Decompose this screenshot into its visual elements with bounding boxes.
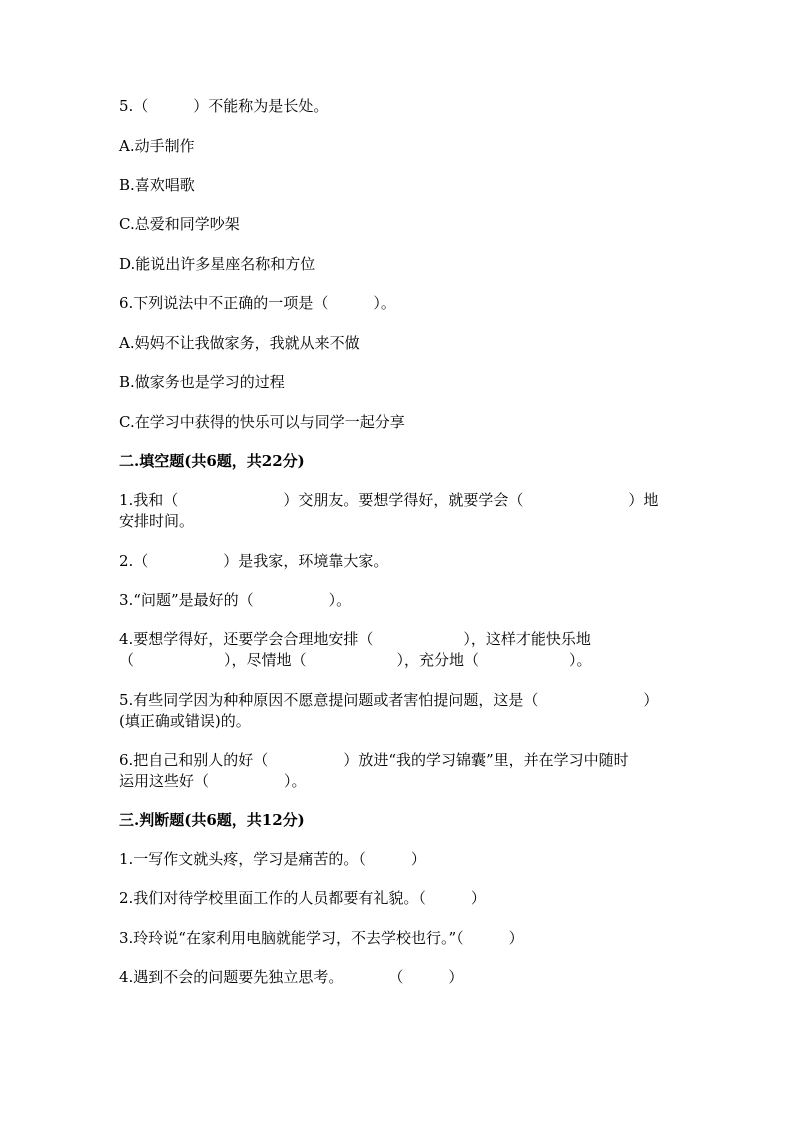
question-6-option-a: A.妈妈不让我做家务，我就从来不做 xyxy=(119,334,360,352)
judge-item-2: 2.我们对待学校里面工作的人员都要有礼貌。（ ） xyxy=(119,889,486,907)
section-judge-heading: 三.判断题(共6题，共12分) xyxy=(119,811,305,829)
judge-item-3: 3.玲玲说“在家利用电脑就能学习，不去学校也行。”（ ） xyxy=(119,929,524,947)
judge-item-1: 1.一写作文就头疼，学习是痛苦的。（ ） xyxy=(119,850,426,868)
fill-item-1-line-2: 安排时间。 xyxy=(119,512,195,530)
question-5-option-d: D.能说出许多星座名称和方位 xyxy=(119,255,316,273)
fill-item-3: 3.“问题”是最好的（ ）。 xyxy=(119,591,352,609)
fill-item-1-line-1: 1.我和（ ）交朋友。要想学得好，就要学会（ ）地 xyxy=(119,491,659,509)
fill-item-6-line-1: 6.把自己和别人的好（ ）放进“我的学习锦囊”里，并在学习中随时 xyxy=(119,751,629,769)
question-5-option-c: C.总爱和同学吵架 xyxy=(119,215,240,233)
fill-item-6-line-2: 运用这些好（ ）。 xyxy=(119,772,307,790)
question-6-option-c: C.在学习中获得的快乐可以与同学一起分享 xyxy=(119,413,405,431)
fill-item-2: 2.（ ）是我家，环境靠大家。 xyxy=(119,552,389,570)
fill-item-5-line-2: (填正确或错误)的。 xyxy=(119,712,251,730)
section-fill-heading: 二.填空题(共6题，共22分) xyxy=(119,452,305,470)
fill-item-5-line-1: 5.有些同学因为种种原因不愿意提问题或者害怕提问题，这是（ ） xyxy=(119,691,659,709)
question-5-option-b: B.喜欢唱歌 xyxy=(119,176,195,194)
question-5-option-a: A.动手制作 xyxy=(119,137,195,155)
fill-item-4-line-2: （ ），尽情地（ ），充分地（ ）。 xyxy=(119,651,592,669)
fill-item-4-line-1: 4.要想学得好，还要学会合理地安排（ ），这样才能快乐地 xyxy=(119,630,591,648)
question-6-option-b: B.做家务也是学习的过程 xyxy=(119,373,285,391)
question-6-stem: 6.下列说法中不正确的一项是（ ）。 xyxy=(119,294,396,312)
question-5-stem: 5.（ ）不能称为是长处。 xyxy=(119,97,329,115)
judge-item-4: 4.遇到不会的问题要先独立思考。 （ ） xyxy=(119,968,464,986)
